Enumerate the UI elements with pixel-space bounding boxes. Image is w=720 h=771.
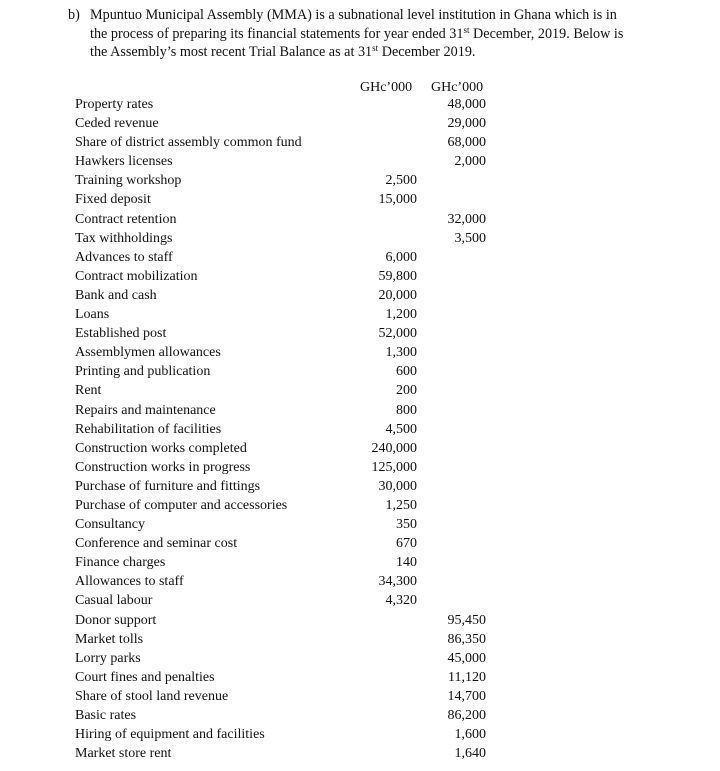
intro-text: the Assembly’s most recent Trial Balance as at 31 <box>90 44 373 60</box>
account-name: Lorry parks <box>75 650 141 666</box>
table-row <box>0 344 720 363</box>
account-name: Share of stool land revenue <box>75 688 229 704</box>
credit-amount: 1,640 <box>454 746 486 762</box>
account-name: Rent <box>75 383 102 399</box>
table-row <box>0 726 720 745</box>
intro-text: December 2019. <box>378 44 476 60</box>
debit-amount: 34,300 <box>378 574 417 590</box>
account-name: Construction works completed <box>75 440 247 456</box>
account-name: Rehabilitation of facilities <box>75 421 222 437</box>
table-row <box>0 134 720 153</box>
account-name: Hawkers licenses <box>75 154 173 170</box>
table-row <box>0 287 720 306</box>
table-row <box>0 172 720 191</box>
debit-amount: 6,000 <box>385 249 417 265</box>
credit-amount: 3,500 <box>454 230 486 246</box>
table-row <box>0 554 720 573</box>
table-row <box>0 497 720 516</box>
debit-amount: 800 <box>396 402 417 418</box>
debit-amount: 52,000 <box>378 326 417 342</box>
intro-text: Mpuntuo Municipal Assembly (MMA) is a subnational level institution in Ghana which is in <box>90 7 617 23</box>
credit-column-header: GHc’000 <box>431 80 484 95</box>
account-name: Established post <box>75 326 167 342</box>
account-name: Basic rates <box>75 708 137 723</box>
debit-amount: 350 <box>396 517 417 533</box>
intro-text: the process of preparing its financial statements for year ended 31 <box>90 25 464 42</box>
table-row <box>0 612 720 631</box>
account-name: Printing and publication <box>75 364 211 380</box>
ordinal-suffix: st <box>463 24 470 35</box>
account-name: Training workshop <box>75 173 182 189</box>
table-row <box>0 249 720 268</box>
debit-amount: 30,000 <box>378 478 417 494</box>
account-name: Allowances to staff <box>75 574 184 590</box>
debit-amount: 200 <box>396 383 417 399</box>
account-name: Fixed deposit <box>75 192 151 208</box>
trial-balance-table <box>0 96 720 764</box>
account-name: Ceded revenue <box>75 116 159 132</box>
table-row <box>0 402 720 421</box>
account-name: Purchase of computer and accessories <box>75 497 288 513</box>
table-row <box>0 669 720 688</box>
debit-amount: 15,000 <box>378 192 417 208</box>
table-row <box>0 478 720 497</box>
debit-amount: 59,800 <box>378 268 417 284</box>
table-row <box>0 440 720 459</box>
debit-amount: 140 <box>396 555 417 571</box>
account-name: Repairs and maintenance <box>75 402 216 418</box>
table-row <box>0 325 720 344</box>
account-name: Finance charges <box>75 555 166 571</box>
credit-amount: 68,000 <box>447 135 486 151</box>
credit-amount: 29,000 <box>447 116 486 132</box>
credit-amount: 1,600 <box>454 727 486 743</box>
table-row <box>0 631 720 650</box>
debit-amount: 1,200 <box>385 307 417 323</box>
debit-amount: 240,000 <box>371 440 417 456</box>
table-row <box>0 115 720 134</box>
table-row <box>0 211 720 230</box>
table-row <box>0 96 720 115</box>
intro-text: December, 2019. Below is <box>469 25 624 42</box>
account-name: Construction works in progress <box>75 459 251 475</box>
debit-column-header: GHc’000 <box>360 80 413 95</box>
debit-amount: 670 <box>396 536 417 552</box>
account-name: Advances to staff <box>75 249 173 265</box>
intro-line-1 <box>90 6 617 25</box>
debit-amount: 600 <box>396 364 417 380</box>
debit-amount: 2,500 <box>385 173 417 189</box>
account-name: Share of district assembly common fund <box>75 135 302 151</box>
question-label: b) <box>68 7 80 23</box>
account-name: Donor support <box>75 612 157 628</box>
ordinal-suffix: st <box>372 43 379 53</box>
table-row <box>0 306 720 325</box>
table-row <box>0 516 720 535</box>
table-row <box>0 363 720 382</box>
credit-amount: 32,000 <box>447 211 486 227</box>
table-row <box>0 745 720 764</box>
table-row <box>0 421 720 440</box>
account-name: Contract retention <box>75 211 177 227</box>
account-name: Assemblymen allowances <box>75 345 221 361</box>
table-row <box>0 230 720 249</box>
table-row <box>0 459 720 478</box>
account-name: Consultancy <box>75 517 145 533</box>
debit-amount: 125,000 <box>371 459 417 475</box>
account-name: Property rates <box>75 97 154 112</box>
intro-line-2 <box>90 25 623 44</box>
credit-amount: 14,700 <box>447 688 486 704</box>
debit-amount: 4,500 <box>385 421 417 437</box>
account-name: Court fines and penalties <box>75 669 215 685</box>
table-row <box>0 382 720 401</box>
account-name: Market tolls <box>75 631 144 647</box>
account-name: Purchase of furniture and fittings <box>75 478 261 494</box>
table-row <box>0 268 720 287</box>
debit-amount: 20,000 <box>378 287 417 303</box>
account-name: Conference and seminar cost <box>75 536 238 552</box>
credit-amount: 11,120 <box>448 669 486 685</box>
account-name: Contract mobilization <box>75 268 198 284</box>
account-name: Bank and cash <box>75 287 157 303</box>
credit-amount: 86,350 <box>447 631 486 647</box>
table-row <box>0 688 720 707</box>
debit-amount: 1,250 <box>385 497 417 513</box>
table-row <box>0 707 720 726</box>
table-row <box>0 650 720 669</box>
table-row <box>0 153 720 172</box>
table-row <box>0 191 720 210</box>
table-row <box>0 592 720 611</box>
credit-amount: 86,200 <box>447 708 486 723</box>
table-row <box>0 535 720 554</box>
account-name: Casual labour <box>75 593 153 609</box>
credit-amount: 95,450 <box>447 612 486 628</box>
credit-amount: 48,000 <box>447 97 486 112</box>
debit-amount: 1,300 <box>385 345 417 361</box>
account-name: Loans <box>75 307 110 323</box>
table-row <box>0 573 720 592</box>
account-name: Hiring of equipment and facilities <box>75 727 265 743</box>
credit-amount: 2,000 <box>454 154 486 170</box>
account-name: Market store rent <box>75 746 172 762</box>
intro-line-3 <box>90 43 475 62</box>
credit-amount: 45,000 <box>447 650 486 666</box>
debit-amount: 4,320 <box>385 593 417 609</box>
account-name: Tax withholdings <box>75 230 173 246</box>
